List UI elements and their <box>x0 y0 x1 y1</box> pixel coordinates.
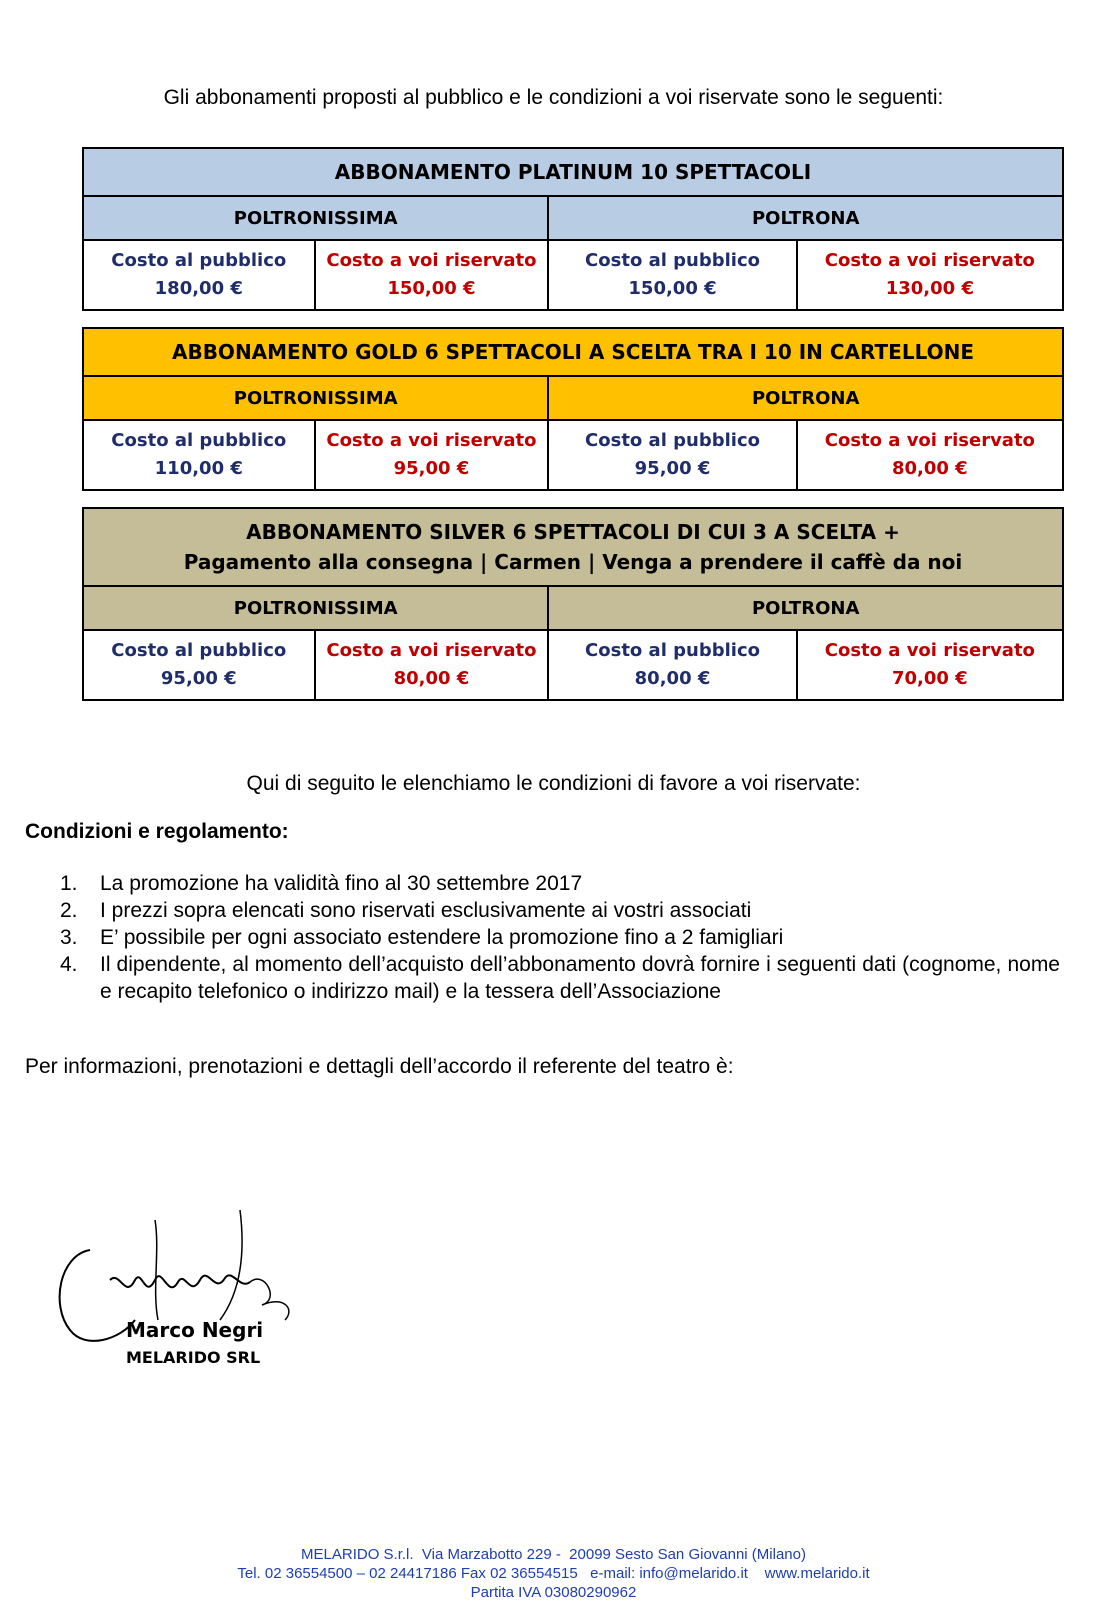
price-reserved-cell: Costo a voi riservato 80,00 € <box>315 630 549 700</box>
price-public-cell: Costo al pubblico 150,00 € <box>548 240 796 310</box>
footer-address: MELARIDO S.r.l. Via Marzabotto 229 - 20099 Sesto San Giovanni (Milano) <box>301 1546 806 1563</box>
list-number: 1. <box>60 872 78 895</box>
list-number: 3. <box>60 926 78 949</box>
price-reserved-cell: Costo a voi riservato 130,00 € <box>797 240 1063 310</box>
seat-type-poltrona: POLTRONA <box>548 196 1063 240</box>
list-text: E’ possibile per ogni associato estendere la promozione fino a 2 famigliari <box>100 926 784 949</box>
seat-type-poltrona: POLTRONA <box>548 586 1063 630</box>
list-number: 4. <box>60 953 78 976</box>
rules-list <box>60 870 1060 1005</box>
plan-title: ABBONAMENTO GOLD 6 SPETTACOLI A SCELTA TRA I 10 IN CARTELLONE <box>83 328 1063 376</box>
conditions-heading: Condizioni e regolamento: <box>25 820 289 843</box>
seat-type-poltrona: POLTRONA <box>548 376 1063 420</box>
price-reserved-cell: Costo a voi riservato 80,00 € <box>797 420 1063 490</box>
plan-title: ABBONAMENTO PLATINUM 10 SPETTACOLI <box>83 148 1063 196</box>
list-text: La promozione ha validità fino al 30 settembre 2017 <box>100 872 583 895</box>
footer <box>0 1545 1107 1602</box>
plan-title: ABBONAMENTO SILVER 6 SPETTACOLI DI CUI 3 A SCELTA + Pagamento alla consegna | Carmen | Venga a prendere il caffè da noi <box>83 508 1063 586</box>
list-text: Il dipendente, al momento dell’acquisto dell’abbonamento dovrà fornire i seguenti dati (cognome, nome e recapito telefonico o indirizzo mail) e la tessera dell’Associazione <box>100 953 1060 1003</box>
price-public-cell: Costo al pubblico 180,00 € <box>83 240 315 310</box>
plan-table-silver <box>82 507 1064 701</box>
list-text: I prezzi sopra elencati sono riservati esclusivamente ai vostri associati <box>100 899 752 922</box>
price-reserved-cell: Costo a voi riservato 95,00 € <box>315 420 549 490</box>
signature-scribble <box>50 1210 320 1370</box>
footer-vat: Partita IVA 03080290962 <box>470 1584 637 1601</box>
seat-type-poltronissima: POLTRONISSIMA <box>83 376 548 420</box>
footer-contacts: Tel. 02 36554500 – 02 24417186 Fax 02 36554515 e-mail: info@melarido.it www.melarido.it <box>237 1565 870 1582</box>
info-text: Per informazioni, prenotazioni e dettagli dell’accordo il referente del teatro è: <box>25 1055 734 1078</box>
list-item <box>60 951 1060 1005</box>
price-public-cell: Costo al pubblico 95,00 € <box>83 630 315 700</box>
intro-text: Gli abbonamenti proposti al pubblico e le condizioni a voi riservate sono le seguenti: <box>163 86 944 109</box>
signature-name: Marco Negri <box>126 1318 264 1342</box>
seat-type-poltronissima: POLTRONISSIMA <box>83 586 548 630</box>
list-item <box>60 924 1060 951</box>
price-public-cell: Costo al pubblico 80,00 € <box>548 630 796 700</box>
price-public-cell: Costo al pubblico 95,00 € <box>548 420 796 490</box>
seat-type-poltronissima: POLTRONISSIMA <box>83 196 548 240</box>
list-item <box>60 870 1060 897</box>
price-reserved-cell: Costo a voi riservato 150,00 € <box>315 240 549 310</box>
list-item <box>60 897 1060 924</box>
signature-company: MELARIDO SRL <box>126 1348 261 1367</box>
price-reserved-cell: Costo a voi riservato 70,00 € <box>797 630 1063 700</box>
plan-table-platinum <box>82 147 1064 311</box>
price-public-cell: Costo al pubblico 110,00 € <box>83 420 315 490</box>
list-number: 2. <box>60 899 78 922</box>
conditions-intro: Qui di seguito le elenchiamo le condizioni di favore a voi riservate: <box>246 772 861 795</box>
plan-table-gold <box>82 327 1064 491</box>
